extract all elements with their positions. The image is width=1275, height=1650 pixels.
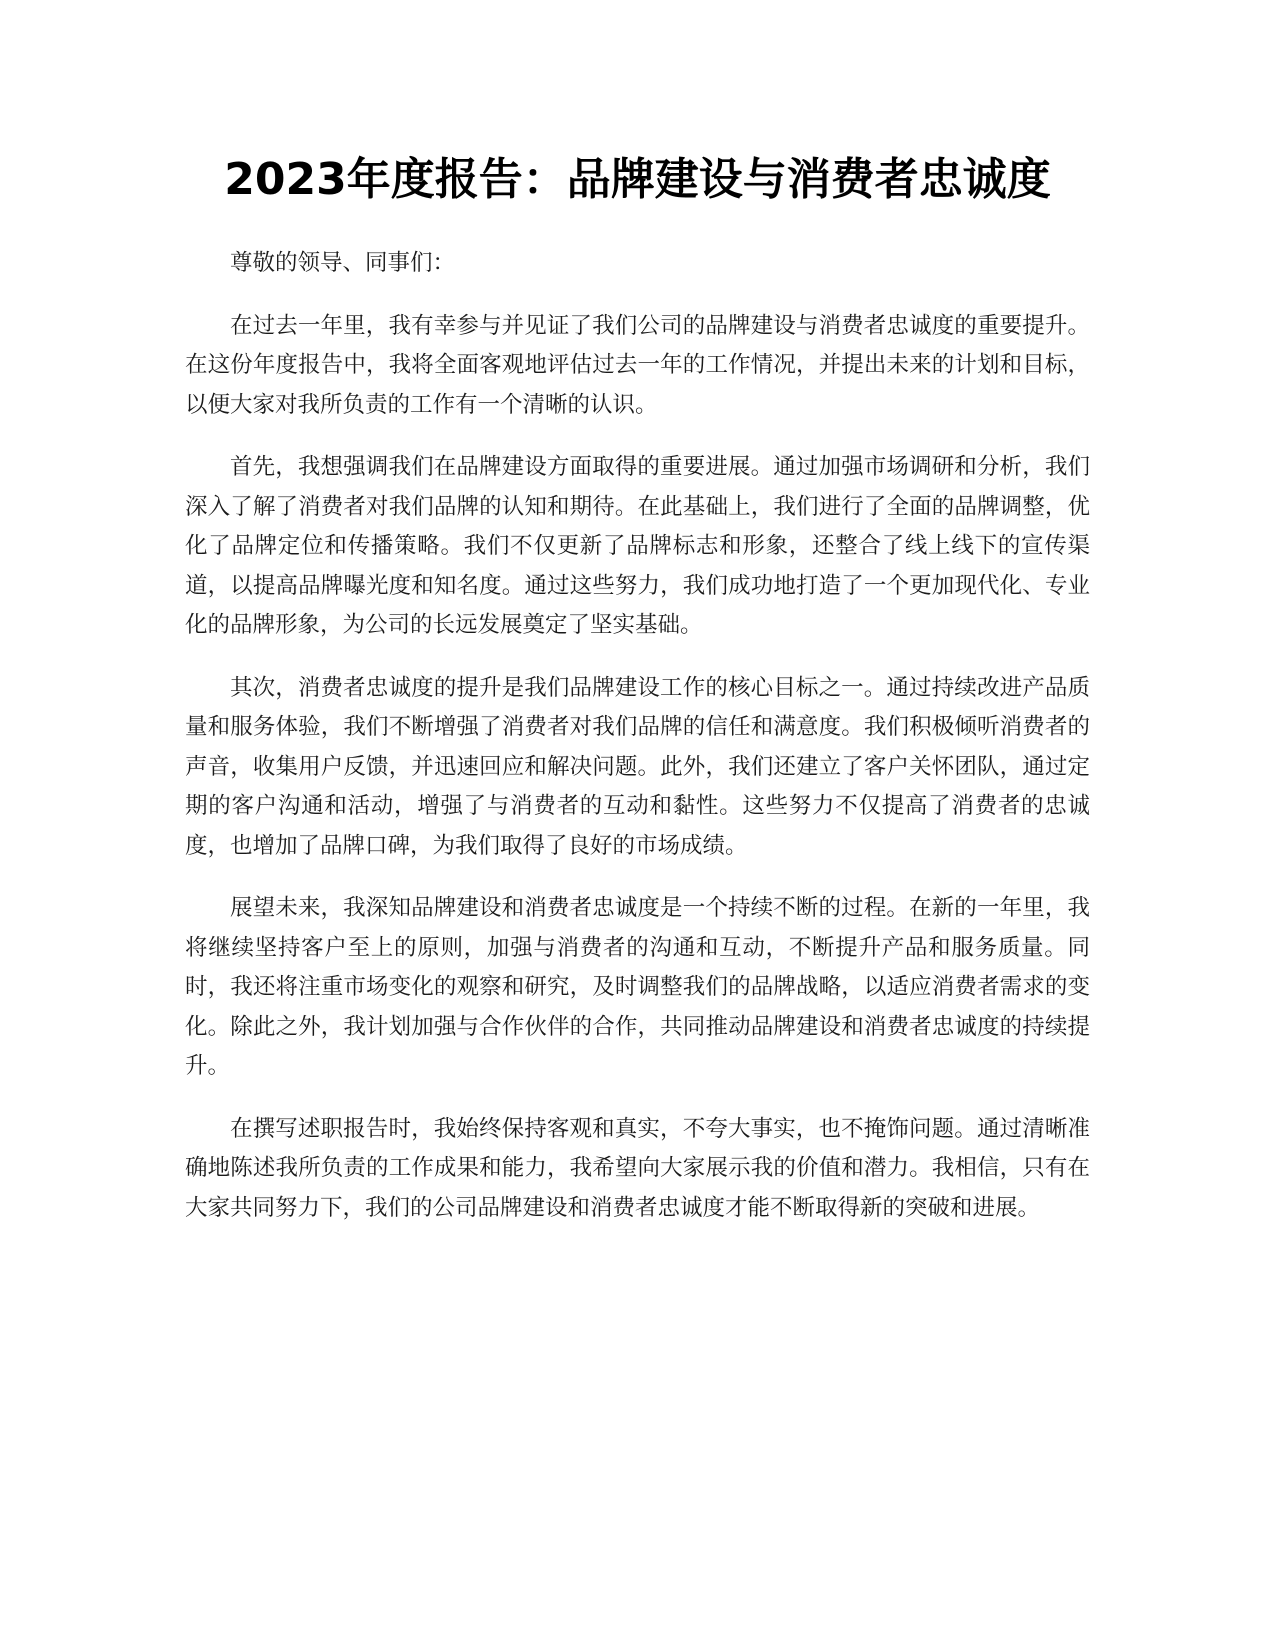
paragraph-intro: 在过去一年里，我有幸参与并见证了我们公司的品牌建设与消费者忠诚度的重要提升。在这份年度报告中，我将全面客观地评估过去一年的工作情况，并提出未来的计划和目标，以便大家对我所负责的工作有一个清晰的认识。 [185,312,1090,418]
paragraph-brand-building: 首先，我想强调我们在品牌建设方面取得的重要进展。通过加强市场调研和分析，我们深入了解了消费者对我们品牌的认知和期待。在此基础上，我们进行了全面的品牌调整，优化了品牌定位和传播策略。我们不仅更新了品牌标志和形象，还整合了线上线下的宣传渠道，以提高品牌曝光度和知名度。通过这些努力，我们成功地打造了一个更加现代化、专业化的品牌形象，为公司的长远发展奠定了坚实基础。 [185,454,1090,638]
document-body [185,244,1090,1251]
paragraph-outlook: 展望未来，我深知品牌建设和消费者忠诚度是一个持续不断的过程。在新的一年里，我将继续坚持客户至上的原则，加强与消费者的沟通和互动，不断提升产品和服务质量。同时，我还将注重市场变化的观察和研究，及时调整我们的品牌战略，以适应消费者需求的变化。除此之外，我计划加强与合作伙伴的合作，共同推动品牌建设和消费者忠诚度的持续提升。 [185,895,1090,1079]
salutation: 尊敬的领导、同事们： [230,250,456,276]
paragraph-conclusion: 在撰写述职报告时，我始终保持客观和真实，不夸大事实，也不掩饰问题。通过清晰准确地陈述我所负责的工作成果和能力，我希望向大家展示我的价值和潜力。我相信，只有在大家共同努力下，我们的公司品牌建设和消费者忠诚度才能不断取得新的突破和进展。 [185,1115,1090,1221]
document-title: 2023年度报告：品牌建设与消费者忠诚度 [224,154,1051,205]
paragraph-consumer-loyalty: 其次，消费者忠诚度的提升是我们品牌建设工作的核心目标之一。通过持续改进产品质量和服务体验，我们不断增强了消费者对我们品牌的信任和满意度。我们积极倾听消费者的声音，收集用户反馈，并迅速回应和解决问题。此外，我们还建立了客户关怀团队，通过定期的客户沟通和活动，增强了与消费者的互动和黏性。这些努力不仅提高了消费者的忠诚度，也增加了品牌口碑，为我们取得了良好的市场成绩。 [185,674,1090,859]
